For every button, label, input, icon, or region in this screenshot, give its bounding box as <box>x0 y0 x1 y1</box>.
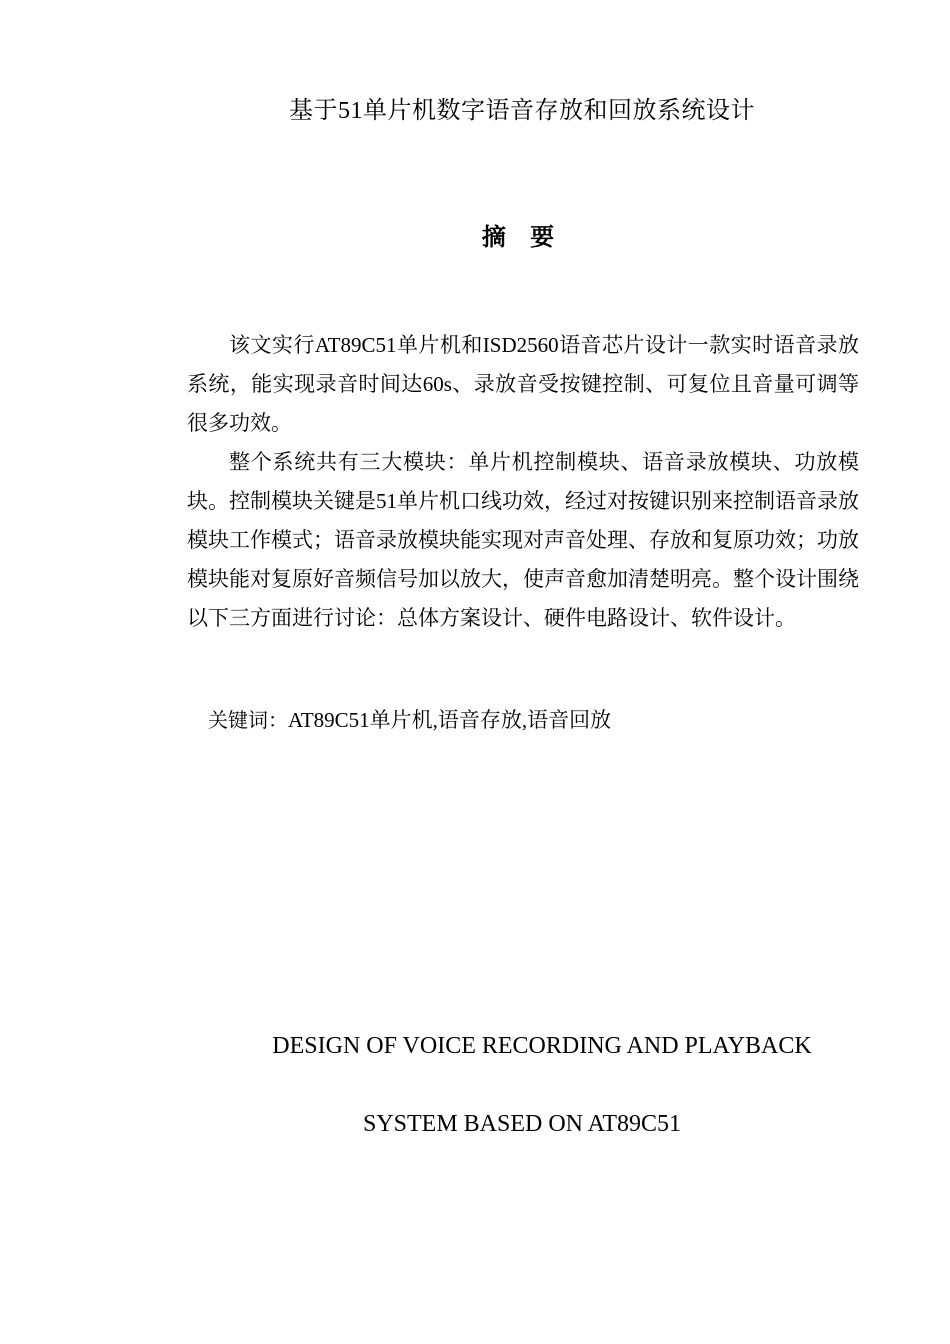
keywords-value: AT89C51单片机,语音存放,语音回放 <box>288 708 612 732</box>
abstract-body <box>187 326 859 638</box>
keywords-label: 关键词： <box>208 708 288 732</box>
document-title: 基于51单片机数字语音存放和回放系统设计 <box>289 98 755 124</box>
abstract-paragraph: 该文实行AT89C51单片机和ISD2560语音芯片设计一款实时语音录放系统，能实现录音时间达60s、录放音受按键控制、可复位且音量可调等很多功效。 <box>187 333 859 435</box>
abstract-heading: 摘 要 <box>481 223 563 251</box>
keywords-line <box>208 702 848 738</box>
english-title-line1: DESIGN OF VOICE RECORDING AND PLAYBACK <box>272 1033 812 1059</box>
abstract-paragraph: 整个系统共有三大模块：单片机控制模块、语音录放模块、功放模块。控制模块关键是51单片机口线功效，经过对按键识别来控制语音录放模块工作模式；语音录放模块能实现对声音处理、存放和复原功效；功放模块能对复原好音频信号加以放大，使声音愈加清楚明亮。整个设计围绕以下三方面进行讨论：总体方案设计、硬件电路设计、软件设计。 <box>187 450 859 630</box>
english-title-line2: SYSTEM BASED ON AT89C51 <box>362 1111 682 1137</box>
